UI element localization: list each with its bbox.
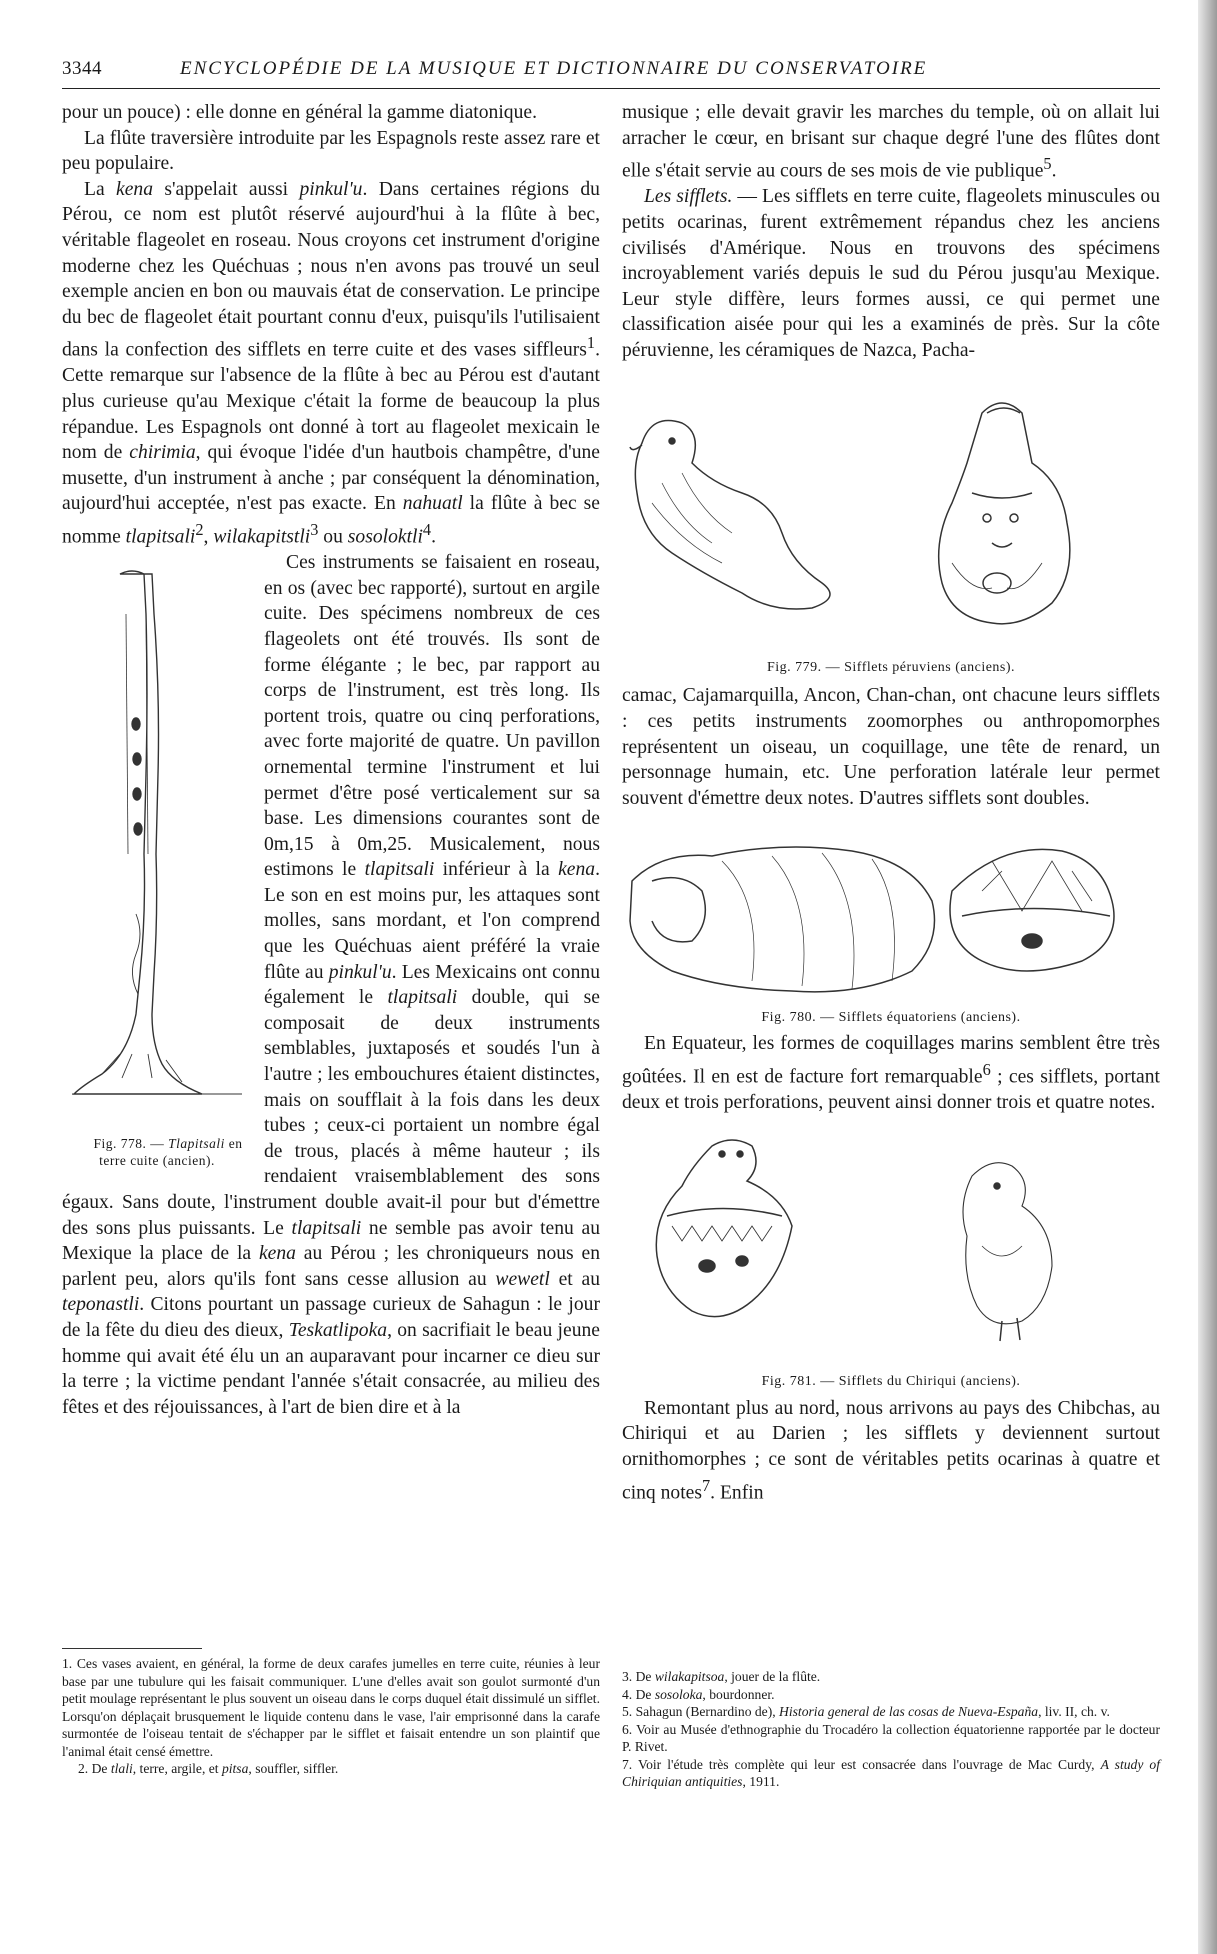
- figure-778: [62, 554, 252, 1169]
- figure-781-caption: Fig. 781. — Sifflets du Chiriqui (anciens).: [761, 1374, 1021, 1390]
- figure-780-caption: Fig. 780. — Sifflets équatoriens (anciens).: [761, 1010, 1021, 1026]
- paragraph: La kena s'appelait aussi pinkul'u. Dans certaines régions du Pérou, ce nom est plutôt réservé aujourd'hui à la flûte à bec, véritable flageolet en roseau. Nous croyons cet instrument d'origine moderne chez les Quéchuas ; nous n'en avons pas trouvé un seul exemple ancien en bon ou mauvais état de conservation. Le principe du bec de flageolet était pourtant connu d'eux, puisqu'ils l'utilisaient dans la confection des sifflets en terre cuite et des vases siffleurs$^1$. Cette remarque sur l'absence de la flûte à bec au Pérou est d'autant plus curieuse qu'au Mexique c'était la forme de beaucoup la plus répandue. Les Espagnols ont donné à tort au flageolet mexicain le nom de chirimia, qui évoque l'idée d'un hautbois champêtre, d'une musette, d'un instrument à anche ; par conséquent la dénomination, aujourd'hui acceptée, n'est pas exacte. En nahuatl la flûte à bec se nomme tlapitsali$^2$, wilakapitstli$^3$ ou sosoloktli$^4$.: [62, 178, 600, 548]
- paragraph: musique ; elle devait gravir les marches du temple, où on allait lui arracher le cœur, en brisant sur chaque degré l'une des flûtes dont elle s'était servie au cours de ses mois de vie publique$^5$.: [622, 102, 1160, 182]
- left-column: [62, 100, 600, 1420]
- page-edge-shadow: [1198, 0, 1217, 1954]
- figure-781: [622, 1126, 1160, 1396]
- running-title: ENCYCLOPÉDIE DE LA MUSIQUE ET DICTIONNAIRE DU CONSERVATOIRE: [180, 58, 928, 79]
- paragraph: Fig. 778. — Tlapitsali en terre cuite (ancien). Ces instruments se faisaient en roseau, en os (avec bec rapporté), surtout en argile cuite. Des spécimens nombreux de ces flageolets ont été trouvés. Ils sont de forme élégante ; le bec, par rapport au corps de l'instrument, est très long. Ils portent trois, quatre ou cinq perforations, avec forte majorité de quatre. Un pavillon ornemental termine l'instrument et lui permet d'être posé verticalement sur sa base. Les dimensions courantes sont de 0m,15 à 0m,25. Musicalement, nous estimons le tlapitsali inférieur à la kena. Le son en est moins pur, les attaques sont molles, sans mordant, et l'on comprend que les Quéchuas aient préféré la vraie flûte au pinkul'u. Les Mexicains ont connu également le tlapitsali double, qui se composait de deux instruments semblables, juxtaposés et soudés l'un à l'autre ; les embouchures étaient distinctes, mais on soufflait à la fois dans les deux tubes ; ceux-ci portaient un nombre égal de trous, placés à même hauteur ; ils rendaient vraisemblablement des sons égaux. Sans doute, l'instrument double avait-il pour but d'émettre des sons plus puissants. Le tlapitsali ne semble pas avoir tenu au Mexique la place de la kena au Pérou ; les chroniqueurs nous en parlent peu, alors qu'ils font sans cesse allusion au wewetl et au teponastli. Citons pourtant un passage curieux de Sahagun : le jour de la fête du dieu des dieux, Teskatlipoka, on sacrifiait le beau jeune homme qui avait été élu un an auparavant pour incarner ce dieu sur la terre ; la victime pendant l'année s'était consacrée, au milieu des fêtes et des réjouissances, à l'art de bien dire et à la: [62, 552, 600, 1418]
- paragraph: pour un pouce) : elle donne en général la gamme diatonique.: [62, 102, 537, 123]
- header-rule: [62, 88, 1160, 89]
- flute-illustration: [62, 554, 252, 1114]
- footnote-6: 6. Voir au Musée d'ethnographie du Trocadéro la collection équatorienne rapportée par le docteur P. Rivet.: [622, 1721, 1160, 1754]
- footnote-ref: 1: [586, 333, 596, 353]
- paragraph: camac, Cajamarquilla, Ancon, Chan-chan, ont chacune leurs sifflets : ces petits instruments zoomorphes ou anthropomorphes représentent un oiseau, un coquillage, une tête de renard, un personnage humain, etc. Une perforation latérale leur permet souvent d'émettre deux notes. D'autres sifflets sont doubles.: [622, 685, 1160, 809]
- paragraph: En Equateur, les formes de coquillages marins semblent être très goûtées. Il en est de facture fort remarquable$^6$ ; ces sifflets, portant deux et trois perforations, peuvent ainsi donner trois et quatre notes.: [622, 1033, 1160, 1114]
- peruvian-whistles-illustration: [622, 383, 1160, 651]
- footnote-3: 3. De wilakapitsoa, jouer de la flûte.: [622, 1669, 821, 1684]
- section-label: Les sifflets.: [644, 186, 733, 208]
- paragraph: Les sifflets. — Les sifflets en terre cuite, flageolets minuscules ou petits ocarinas, furent extrêmement répandus chez les anciens civilisés d'Amérique. Nous en trouvons des spécimens incroyablement variés depuis le sud du Pérou jusqu'au Mexique. Leur style diffère, leurs formes aussi, ce qui permet une classification aisée pour qui les a examinés de près. Sur la côte péruvienne, les céramiques de Nazca, Pacha-: [622, 186, 1160, 361]
- figure-779-caption: Fig. 779. — Sifflets péruviens (anciens).: [766, 660, 1016, 676]
- page-header: [62, 58, 1160, 90]
- figure-780: [622, 821, 1160, 1031]
- paragraph: Remontant plus au nord, nous arrivons au pays des Chibchas, au Chiriqui et au Darien ; les sifflets y deviennent surtout ornithomorphes ; ce sont de véritables petits ocarinas à quatre et cinq notes$^7$. Enfin: [622, 1397, 1160, 1504]
- footnote-5: 5. Sahagun (Bernardino de), Historia general de las cosas de Nueva-España, liv. II, ch. v.: [622, 1704, 1110, 1719]
- footnote-7: 7. Voir l'étude très complète qui leur est consacrée dans l'ouvrage de Mac Curdy, A study of Chiriquian antiquities, 1911.: [622, 1756, 1160, 1789]
- figure-778-caption: Fig. 778. — Tlapitsali en terre cuite (ancien).: [93, 1136, 243, 1169]
- footnote-rule: [62, 1648, 202, 1649]
- footnote-4: 4. De sosoloka, bourdonner.: [622, 1686, 775, 1702]
- paragraph: La flûte traversière introduite par les Espagnols reste assez rare et peu populaire.: [62, 127, 600, 175]
- figure-779: [622, 383, 1160, 683]
- page-number: 3344: [62, 58, 102, 79]
- footnotes-left: [62, 1648, 600, 1778]
- footnote-2: 2. De tlali, terre, argile, et pitsa, souffler, siffler.: [78, 1761, 339, 1776]
- footnotes-right: [622, 1668, 1160, 1791]
- ecuadorian-whistles-illustration: [622, 821, 1160, 1001]
- footnote-1: 1. Ces vases avaient, en général, la forme de deux carafes jumelles en terre cuite, réunies à leur base par une tubulure qui les faisait communiquer. L'une d'elles avait son goulot surmonté d'un petit moulage représentant le plus souvent un oiseau dans le corps duquel était dissimulé un sifflet. Lorsqu'on déplaçait brusquement le liquide contenu dans le vase, l'air emprisonné dans la carafe surmontée de l'oiseau tentait de s'échapper par le sifflet et faisait entendre un son plaintif que l'animal était censé émettre.: [62, 1656, 600, 1759]
- right-column: [622, 100, 1160, 1506]
- chiriqui-whistles-illustration: [622, 1126, 1160, 1366]
